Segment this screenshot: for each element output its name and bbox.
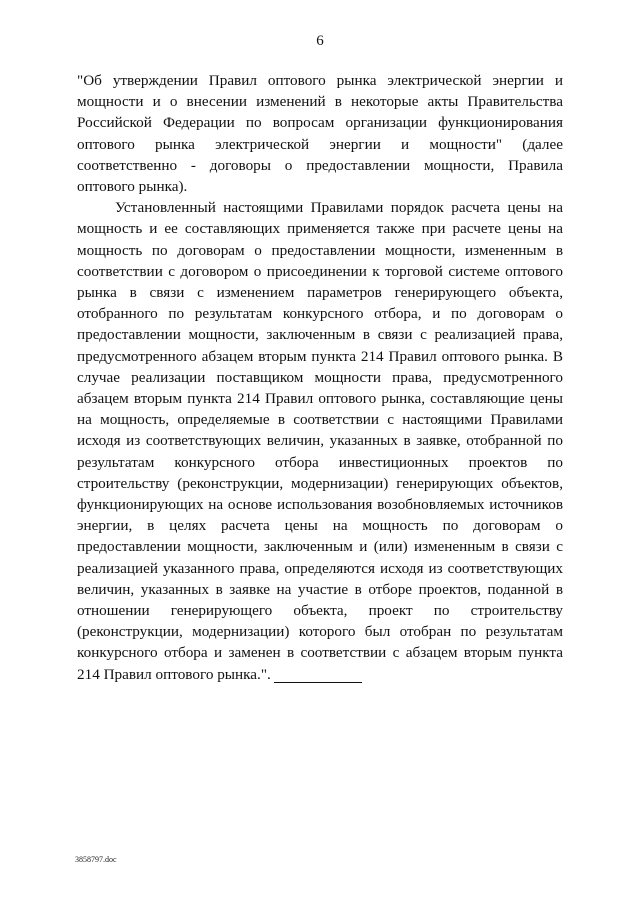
end-separator-line [274,682,362,683]
page-number: 6 [316,33,324,49]
paragraph-main: Установленный настоящими Правилами порядок расчета цены на мощность и ее составляющих применяется также при расчете цены на мощность по договорам о предоставлении мощности, измененным в соответствии с договором о присоединении к торговой системе оптового рынка в связи с изменением параметров генерирующего объекта, отобранного по результатам конкурсного отбора, и по договорам о предоставлении мощности, заключенным в связи с реализацией права, предусмотренного абзацем вторым пункта 214 Правил оптового рынка. В случае реализации поставщиком мощности права, предусмотренного абзацем вторым пункта 214 Правил оптового рынка, составляющие цены на мощность, определяемые в соответствии с настоящими Правилами исходя из соответствующих величин, указанных в заявке, отобранной по результатам конкурсного отбора инвестиционных проектов по строительству (реконструкции, модернизации) генерирующих объектов, функционирующих на основе использования возобновляемых источников энергии, в целях расчета цены на мощность по договорам о предоставлении мощности, заключенным и (или) измененным в связи с реализацией указанного права, определяются исходя из соответствующих величин, указанных в заявке на участие в отборе проектов, поданной в отношении генерирующего объекта, проект по строительству (реконструкции, модернизации) которого был отобран по результатам конкурсного отбора и заменен в соответствии с абзацем вторым пункта 214 Правил оптового рынка.". [77,199,563,683]
document-body [77,70,563,685]
paragraph-continuation: "Об утверждении Правил оптового рынка электрической энергии и мощности и о внесении изменений в некоторые акты Правительства Российской Федерации по вопросам организации функционирования оптового рынка электрической энергии и мощности" (далее соответственно - договоры о предоставлении мощности, Правила оптового рынка). [77,72,563,196]
document-file-id: 3858797.doc [75,855,117,864]
